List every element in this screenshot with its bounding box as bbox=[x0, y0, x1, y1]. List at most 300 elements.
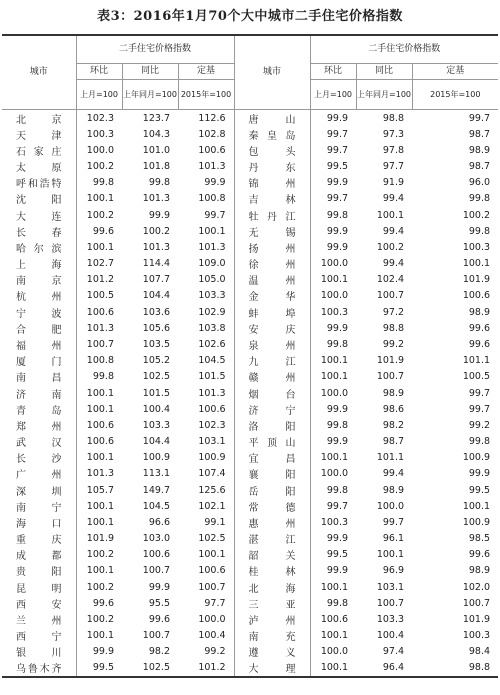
right-mom-cell: 100.0 bbox=[320, 258, 349, 270]
left-base-cell: 99.7 bbox=[178, 207, 234, 223]
right-city-cell: 泉 州 bbox=[234, 336, 310, 352]
right-mom-cell: 99.9 bbox=[326, 322, 349, 334]
right-yoy-cell: 101.1 bbox=[376, 452, 405, 464]
right-base-cell: 99.6 bbox=[468, 322, 491, 334]
right-base-cell: 99.8 bbox=[468, 225, 491, 237]
left-city-cell: 西 安 bbox=[2, 595, 76, 611]
table-row bbox=[2, 385, 498, 401]
right-mom-cell: 100.3 bbox=[320, 306, 349, 318]
right-yoy-cell: 100.1 bbox=[376, 549, 405, 561]
left-base-cell: 109.0 bbox=[178, 256, 234, 272]
right-yoy-cell: 98.9 bbox=[382, 387, 405, 399]
left-yoy-cell: 104.3 bbox=[142, 128, 170, 140]
left-mom-cell: 100.1 bbox=[86, 193, 114, 205]
right-city-cell: 泸 州 bbox=[234, 611, 310, 627]
left-yoy-cell: 101.0 bbox=[142, 144, 170, 156]
table-row bbox=[2, 126, 498, 142]
left-mom-cell: 100.1 bbox=[86, 387, 114, 399]
right-city-cell: 大 理 bbox=[234, 660, 310, 677]
right-yoy-cell: 98.8 bbox=[382, 112, 405, 124]
right-mom-cell: 100.1 bbox=[310, 660, 356, 677]
right-base-cell: 98.9 bbox=[468, 306, 491, 318]
left-mom-cell: 100.2 bbox=[86, 209, 114, 221]
right-mom-cell: 99.9 bbox=[326, 241, 349, 253]
left-base-cell: 102.3 bbox=[178, 417, 234, 433]
left-mom-cell: 100.1 bbox=[86, 452, 114, 464]
right-city-cell: 安 庆 bbox=[234, 320, 310, 336]
left-mom-cell: 100.1 bbox=[86, 516, 114, 528]
left-city-cell: 重 庆 bbox=[2, 530, 76, 546]
left-yoy-cell: 104.4 bbox=[142, 290, 170, 302]
left-yoy-cell: 95.5 bbox=[148, 597, 170, 609]
left-mom-cell: 99.8 bbox=[92, 371, 114, 383]
left-yoy-cell: 101.3 bbox=[142, 241, 170, 253]
yoy-base-right: 上年同月=100 bbox=[356, 80, 412, 110]
table-row bbox=[2, 482, 498, 498]
left-city-cell: 沈 阳 bbox=[2, 191, 76, 207]
left-yoy-cell: 103.0 bbox=[142, 533, 170, 545]
left-city-cell: 天 津 bbox=[2, 126, 76, 142]
left-yoy-cell: 114.4 bbox=[142, 258, 170, 270]
left-base-cell: 100.1 bbox=[178, 547, 234, 563]
right-yoy-cell: 99.7 bbox=[382, 516, 405, 528]
left-yoy-cell: 99.9 bbox=[148, 209, 170, 221]
right-mom-cell: 99.9 bbox=[326, 565, 349, 577]
left-base-cell: 100.4 bbox=[178, 628, 234, 644]
left-yoy-cell: 103.5 bbox=[142, 338, 170, 350]
left-city-cell: 长 春 bbox=[2, 223, 76, 239]
left-base-cell: 100.6 bbox=[178, 142, 234, 158]
left-city-cell: 贵 阳 bbox=[2, 563, 76, 579]
base-header-left: 定基 bbox=[178, 64, 234, 80]
right-yoy-cell: 98.7 bbox=[382, 436, 405, 448]
right-city-cell: 遵 义 bbox=[234, 644, 310, 660]
right-mom-cell: 99.9 bbox=[326, 533, 349, 545]
yoy-base-left: 上年同月=100 bbox=[122, 80, 178, 110]
right-mom-cell: 99.8 bbox=[326, 338, 349, 350]
right-mom-cell: 100.1 bbox=[320, 274, 349, 286]
left-mom-cell: 101.3 bbox=[86, 468, 114, 480]
right-yoy-cell: 103.3 bbox=[376, 613, 405, 625]
right-city-cell: 无 锡 bbox=[234, 223, 310, 239]
left-city-cell: 南 京 bbox=[2, 272, 76, 288]
right-mom-cell: 100.3 bbox=[320, 516, 349, 528]
right-city-cell: 桂 林 bbox=[234, 563, 310, 579]
base-base-right: 2015年=100 bbox=[412, 80, 498, 110]
left-city-cell: 长 沙 bbox=[2, 450, 76, 466]
table-row bbox=[2, 660, 498, 677]
left-yoy-cell: 113.1 bbox=[142, 468, 170, 480]
table-row bbox=[2, 547, 498, 563]
right-base-cell: 100.3 bbox=[462, 630, 491, 642]
table-row bbox=[2, 353, 498, 369]
right-base-cell: 99.8 bbox=[468, 193, 491, 205]
right-city-cell: 吉 林 bbox=[234, 191, 310, 207]
left-base-cell: 99.2 bbox=[178, 644, 234, 660]
left-city-cell: 郑 州 bbox=[2, 417, 76, 433]
right-city-cell: 平 顶 山 bbox=[234, 433, 310, 449]
right-mom-cell: 100.0 bbox=[320, 468, 349, 480]
right-yoy-cell: 99.4 bbox=[382, 258, 405, 270]
right-yoy-cell: 100.4 bbox=[376, 630, 405, 642]
left-mom-cell: 99.6 bbox=[92, 225, 114, 237]
left-mom-cell: 100.1 bbox=[86, 630, 114, 642]
right-mom-cell: 100.1 bbox=[320, 630, 349, 642]
right-yoy-cell: 100.0 bbox=[376, 500, 405, 512]
table-row bbox=[2, 175, 498, 191]
mom-base-right: 上月=100 bbox=[310, 80, 356, 110]
right-yoy-cell: 97.4 bbox=[382, 646, 405, 658]
right-mom-cell: 100.0 bbox=[320, 290, 349, 302]
left-city-cell: 昆 明 bbox=[2, 579, 76, 595]
left-mom-cell: 100.0 bbox=[86, 144, 114, 156]
left-base-cell: 105.0 bbox=[178, 272, 234, 288]
right-mom-cell: 99.8 bbox=[326, 419, 349, 431]
right-yoy-cell: 102.4 bbox=[376, 274, 405, 286]
right-mom-cell: 99.9 bbox=[326, 177, 349, 189]
left-mom-cell: 100.8 bbox=[86, 355, 114, 367]
right-mom-cell: 99.9 bbox=[326, 403, 349, 415]
left-mom-cell: 100.2 bbox=[86, 581, 114, 593]
right-base-cell: 98.7 bbox=[468, 161, 491, 173]
left-yoy-cell: 100.4 bbox=[142, 403, 170, 415]
left-base-cell: 101.3 bbox=[178, 239, 234, 255]
left-yoy-cell: 100.6 bbox=[142, 549, 170, 561]
left-mom-cell: 99.5 bbox=[76, 660, 122, 677]
table-row bbox=[2, 595, 498, 611]
right-mom-cell: 100.1 bbox=[320, 452, 349, 464]
left-mom-cell: 100.2 bbox=[86, 549, 114, 561]
left-city-cell: 西 宁 bbox=[2, 628, 76, 644]
left-base-cell: 101.2 bbox=[178, 660, 234, 677]
right-yoy-cell: 103.1 bbox=[376, 581, 405, 593]
base-base-left: 2015年=100 bbox=[178, 80, 234, 110]
table-row bbox=[2, 628, 498, 644]
right-base-cell: 99.7 bbox=[468, 112, 491, 124]
table-row bbox=[2, 417, 498, 433]
right-base-cell: 98.4 bbox=[468, 646, 491, 658]
left-base-cell: 100.9 bbox=[178, 450, 234, 466]
left-mom-cell: 100.5 bbox=[86, 290, 114, 302]
left-city-cell: 南 宁 bbox=[2, 498, 76, 514]
left-yoy-cell: 100.7 bbox=[142, 565, 170, 577]
right-mom-cell: 99.7 bbox=[326, 144, 349, 156]
right-mom-cell: 99.9 bbox=[326, 436, 349, 448]
left-city-cell: 合 肥 bbox=[2, 320, 76, 336]
left-mom-cell: 102.7 bbox=[86, 258, 114, 270]
table-row bbox=[2, 514, 498, 530]
right-city-cell: 洛 阳 bbox=[234, 417, 310, 433]
left-city-cell: 武 汉 bbox=[2, 433, 76, 449]
right-city-cell: 牡 丹 江 bbox=[234, 207, 310, 223]
right-mom-cell: 100.1 bbox=[320, 371, 349, 383]
right-mom-cell: 99.5 bbox=[326, 161, 349, 173]
left-base-cell: 112.6 bbox=[178, 110, 234, 127]
right-yoy-cell: 97.2 bbox=[382, 306, 405, 318]
right-yoy-cell: 91.9 bbox=[382, 177, 405, 189]
city-header-right: 城市 bbox=[234, 35, 310, 110]
left-city-cell: 福 州 bbox=[2, 336, 76, 352]
left-city-cell: 乌鲁木齐 bbox=[2, 660, 76, 677]
right-yoy-cell: 96.9 bbox=[382, 565, 405, 577]
right-yoy-cell: 98.9 bbox=[382, 484, 405, 496]
table-row bbox=[2, 369, 498, 385]
left-yoy-cell: 107.7 bbox=[142, 274, 170, 286]
right-mom-cell: 99.8 bbox=[326, 484, 349, 496]
right-yoy-cell: 98.6 bbox=[382, 403, 405, 415]
left-base-cell: 97.7 bbox=[178, 595, 234, 611]
table-row bbox=[2, 401, 498, 417]
right-base-cell: 99.2 bbox=[468, 419, 491, 431]
right-base-cell: 100.9 bbox=[462, 452, 491, 464]
right-mom-cell: 99.7 bbox=[326, 500, 349, 512]
left-base-cell: 100.6 bbox=[178, 401, 234, 417]
left-base-cell: 102.8 bbox=[178, 126, 234, 142]
left-mom-cell: 100.6 bbox=[86, 306, 114, 318]
right-city-cell: 襄 阳 bbox=[234, 466, 310, 482]
left-mom-cell: 100.2 bbox=[86, 161, 114, 173]
table-row bbox=[2, 320, 498, 336]
left-yoy-cell: 123.7 bbox=[142, 112, 170, 124]
right-yoy-cell: 98.8 bbox=[382, 322, 405, 334]
table-row bbox=[2, 644, 498, 660]
right-yoy-cell: 99.4 bbox=[382, 468, 405, 480]
table-row bbox=[2, 579, 498, 595]
right-base-cell: 100.9 bbox=[462, 516, 491, 528]
table-row bbox=[2, 223, 498, 239]
left-city-cell: 厦 门 bbox=[2, 353, 76, 369]
left-mom-cell: 100.1 bbox=[86, 500, 114, 512]
right-base-cell: 101.9 bbox=[462, 274, 491, 286]
right-mom-cell: 99.8 bbox=[326, 597, 349, 609]
right-base-cell: 99.7 bbox=[468, 403, 491, 415]
right-city-cell: 常 德 bbox=[234, 498, 310, 514]
table-title: 表3：2016年1月70个大中城市二手住宅价格指数 bbox=[97, 9, 403, 24]
left-base-cell: 100.8 bbox=[178, 191, 234, 207]
yoy-header-left: 同比 bbox=[122, 64, 178, 80]
right-yoy-cell: 100.7 bbox=[376, 290, 405, 302]
right-base-cell: 102.0 bbox=[462, 581, 491, 593]
left-base-cell: 100.6 bbox=[178, 563, 234, 579]
left-mom-cell: 100.2 bbox=[86, 613, 114, 625]
right-city-cell: 徐 州 bbox=[234, 256, 310, 272]
left-mom-cell: 99.6 bbox=[92, 597, 114, 609]
left-base-cell: 103.1 bbox=[178, 433, 234, 449]
left-mom-cell: 102.3 bbox=[86, 112, 114, 124]
table-row bbox=[2, 110, 498, 127]
left-mom-cell: 100.6 bbox=[86, 436, 114, 448]
right-city-cell: 赣 州 bbox=[234, 369, 310, 385]
left-city-cell: 北 京 bbox=[2, 110, 76, 127]
right-city-cell: 蚌 埠 bbox=[234, 304, 310, 320]
left-base-cell: 99.9 bbox=[178, 175, 234, 191]
right-base-cell: 98.8 bbox=[412, 660, 498, 677]
right-base-cell: 100.7 bbox=[462, 597, 491, 609]
right-base-cell: 99.6 bbox=[468, 549, 491, 561]
right-city-cell: 烟 台 bbox=[234, 385, 310, 401]
left-yoy-cell: 101.5 bbox=[142, 387, 170, 399]
index-group-header-left: 二手住宅价格指数 bbox=[76, 35, 234, 64]
left-base-cell: 102.9 bbox=[178, 304, 234, 320]
right-yoy-cell: 96.4 bbox=[356, 660, 412, 677]
left-base-cell: 103.8 bbox=[178, 320, 234, 336]
left-city-cell: 呼和浩特 bbox=[2, 175, 76, 191]
right-yoy-cell: 100.7 bbox=[376, 597, 405, 609]
left-yoy-cell: 100.2 bbox=[142, 225, 170, 237]
right-city-cell: 惠 州 bbox=[234, 514, 310, 530]
left-base-cell: 102.5 bbox=[178, 530, 234, 546]
right-yoy-cell: 96.1 bbox=[382, 533, 405, 545]
left-base-cell: 100.1 bbox=[178, 223, 234, 239]
left-city-cell: 广 州 bbox=[2, 466, 76, 482]
right-base-cell: 100.2 bbox=[462, 209, 491, 221]
table-row bbox=[2, 239, 498, 255]
right-base-cell: 98.9 bbox=[468, 144, 491, 156]
right-mom-cell: 99.9 bbox=[326, 225, 349, 237]
left-city-cell: 兰 州 bbox=[2, 611, 76, 627]
left-base-cell: 101.3 bbox=[178, 385, 234, 401]
left-yoy-cell: 101.3 bbox=[142, 193, 170, 205]
right-city-cell: 温 州 bbox=[234, 272, 310, 288]
right-city-cell: 丹 东 bbox=[234, 159, 310, 175]
left-yoy-cell: 100.7 bbox=[142, 630, 170, 642]
right-city-cell: 北 海 bbox=[234, 579, 310, 595]
right-base-cell: 98.5 bbox=[468, 533, 491, 545]
table-row bbox=[2, 336, 498, 352]
left-city-cell: 海 口 bbox=[2, 514, 76, 530]
table-row bbox=[2, 498, 498, 514]
left-city-cell: 宁 波 bbox=[2, 304, 76, 320]
left-city-cell: 哈 尔 滨 bbox=[2, 239, 76, 255]
right-base-cell: 96.0 bbox=[468, 177, 491, 189]
left-base-cell: 101.3 bbox=[178, 159, 234, 175]
left-base-cell: 99.1 bbox=[178, 514, 234, 530]
left-city-cell: 太 原 bbox=[2, 159, 76, 175]
left-mom-cell: 99.8 bbox=[92, 177, 114, 189]
left-city-cell: 青 岛 bbox=[2, 401, 76, 417]
left-city-cell: 上 海 bbox=[2, 256, 76, 272]
left-base-cell: 100.0 bbox=[178, 611, 234, 627]
table-row bbox=[2, 207, 498, 223]
left-yoy-cell: 102.5 bbox=[122, 660, 178, 677]
left-yoy-cell: 101.8 bbox=[142, 161, 170, 173]
right-yoy-cell: 97.7 bbox=[382, 161, 405, 173]
left-yoy-cell: 96.6 bbox=[148, 516, 170, 528]
right-yoy-cell: 98.2 bbox=[382, 419, 405, 431]
right-mom-cell: 100.0 bbox=[320, 646, 349, 658]
left-yoy-cell: 104.5 bbox=[142, 500, 170, 512]
left-mom-cell: 99.9 bbox=[92, 646, 114, 658]
right-base-cell: 99.7 bbox=[468, 387, 491, 399]
left-city-cell: 银 川 bbox=[2, 644, 76, 660]
left-yoy-cell: 149.7 bbox=[142, 484, 170, 496]
right-city-cell: 包 头 bbox=[234, 142, 310, 158]
right-base-cell: 99.8 bbox=[468, 436, 491, 448]
left-yoy-cell: 99.8 bbox=[148, 177, 170, 189]
left-base-cell: 107.4 bbox=[178, 466, 234, 482]
price-index-table bbox=[2, 34, 498, 678]
right-base-cell: 99.6 bbox=[468, 338, 491, 350]
left-base-cell: 100.7 bbox=[178, 579, 234, 595]
right-city-cell: 湛 江 bbox=[234, 530, 310, 546]
table-row bbox=[2, 466, 498, 482]
right-mom-cell: 100.1 bbox=[320, 581, 349, 593]
left-base-cell: 101.5 bbox=[178, 369, 234, 385]
left-yoy-cell: 100.9 bbox=[142, 452, 170, 464]
right-base-cell: 100.5 bbox=[462, 371, 491, 383]
right-mom-cell: 99.7 bbox=[326, 193, 349, 205]
right-city-cell: 济 宁 bbox=[234, 401, 310, 417]
table-row bbox=[2, 256, 498, 272]
right-mom-cell: 100.0 bbox=[320, 387, 349, 399]
right-city-cell: 韶 关 bbox=[234, 547, 310, 563]
table-row bbox=[2, 159, 498, 175]
right-yoy-cell: 100.2 bbox=[376, 241, 405, 253]
right-city-cell: 秦 皇 岛 bbox=[234, 126, 310, 142]
right-city-cell: 宜 昌 bbox=[234, 450, 310, 466]
right-yoy-cell: 100.7 bbox=[376, 371, 405, 383]
left-yoy-cell: 103.3 bbox=[142, 419, 170, 431]
right-yoy-cell: 100.1 bbox=[376, 209, 405, 221]
right-mom-cell: 99.5 bbox=[326, 549, 349, 561]
right-yoy-cell: 97.8 bbox=[382, 144, 405, 156]
right-yoy-cell: 97.3 bbox=[382, 128, 405, 140]
left-mom-cell: 101.2 bbox=[86, 274, 114, 286]
right-city-cell: 岳 阳 bbox=[234, 482, 310, 498]
right-base-cell: 100.1 bbox=[462, 500, 491, 512]
left-mom-cell: 100.1 bbox=[86, 403, 114, 415]
left-base-cell: 104.5 bbox=[178, 353, 234, 369]
left-yoy-cell: 105.6 bbox=[142, 322, 170, 334]
right-mom-cell: 99.9 bbox=[326, 112, 349, 124]
table-row bbox=[2, 304, 498, 320]
table-row bbox=[2, 288, 498, 304]
left-base-cell: 103.3 bbox=[178, 288, 234, 304]
left-mom-cell: 101.3 bbox=[86, 322, 114, 334]
left-yoy-cell: 102.5 bbox=[142, 371, 170, 383]
right-base-cell: 98.7 bbox=[468, 128, 491, 140]
right-yoy-cell: 99.4 bbox=[382, 193, 405, 205]
table-row bbox=[2, 611, 498, 627]
right-city-cell: 九 江 bbox=[234, 353, 310, 369]
right-base-cell: 100.3 bbox=[462, 241, 491, 253]
right-city-cell: 南 充 bbox=[234, 628, 310, 644]
mom-base-left: 上月=100 bbox=[76, 80, 122, 110]
right-mom-cell: 100.1 bbox=[320, 355, 349, 367]
right-city-cell: 唐 山 bbox=[234, 110, 310, 127]
table-row bbox=[2, 272, 498, 288]
right-yoy-cell: 101.9 bbox=[376, 355, 405, 367]
mom-header-right: 环比 bbox=[310, 64, 356, 80]
left-city-cell: 成 都 bbox=[2, 547, 76, 563]
left-base-cell: 102.1 bbox=[178, 498, 234, 514]
right-mom-cell: 99.7 bbox=[326, 128, 349, 140]
table-row bbox=[2, 450, 498, 466]
right-city-cell: 扬 州 bbox=[234, 239, 310, 255]
table-body bbox=[2, 110, 498, 678]
table-row bbox=[2, 142, 498, 158]
left-yoy-cell: 103.6 bbox=[142, 306, 170, 318]
left-yoy-cell: 99.9 bbox=[148, 581, 170, 593]
base-header-right: 定基 bbox=[412, 64, 498, 80]
left-yoy-cell: 98.2 bbox=[148, 646, 170, 658]
right-yoy-cell: 99.4 bbox=[382, 225, 405, 237]
right-city-cell: 三 亚 bbox=[234, 595, 310, 611]
right-base-cell: 98.9 bbox=[468, 565, 491, 577]
mom-header-left: 环比 bbox=[76, 64, 122, 80]
left-city-cell: 杭 州 bbox=[2, 288, 76, 304]
right-base-cell: 99.5 bbox=[468, 484, 491, 496]
